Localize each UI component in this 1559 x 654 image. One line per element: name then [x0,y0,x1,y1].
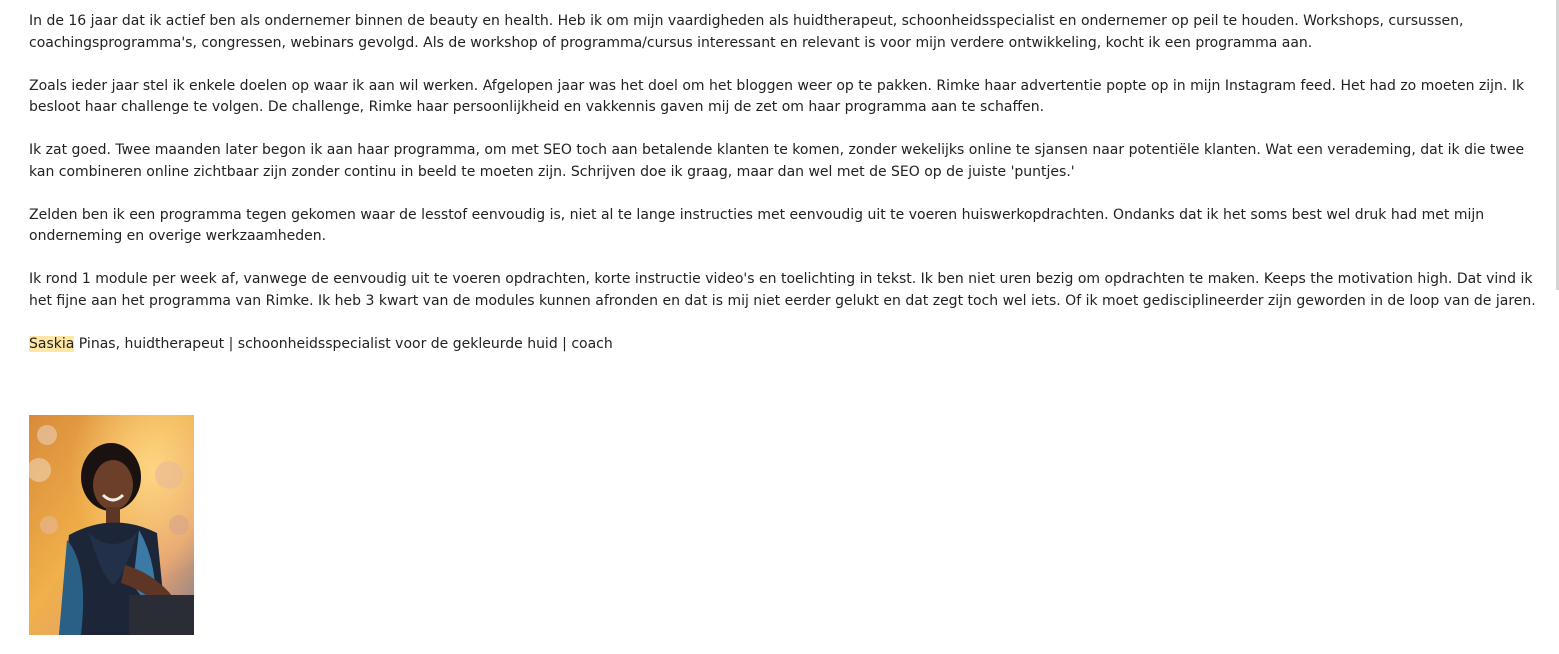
highlighted-name: Saskia [29,335,75,352]
paragraph-3: Ik zat goed. Twee maanden later begon ik aan haar programma, om met SEO toch aan betalende klanten te komen, zonder wekelijks online te sjansen naar potentiële klanten. Wat een verademing, dat ik die twee kan combineren online zichtbaar zijn zonder continu in beeld te moeten zijn. Schrijven doe ik graag, maar dan wel met de SEO op de juiste 'puntjes.' [29,142,1525,180]
signature-line [29,334,1541,356]
signature-rest: Pinas, huidtherapeut | schoonheidsspecialist voor de gekleurde huid | coach [74,335,613,352]
portrait-photo [29,415,194,635]
paragraph-2: Zoals ieder jaar stel ik enkele doelen op waar ik aan wil werken. Afgelopen jaar was het doel om het bloggen weer op te pakken. Rimke haar advertentie popte op in mijn Instagram feed. Het had zo moeten zijn. Ik besloot haar challenge te volgen. De challenge, Rimke haar persoonlijkheid en vakkennis gaven mij de zet om haar programma aan te schaffen. [29,77,1525,115]
paragraph-5: Ik rond 1 module per week af, vanwege de eenvoudig uit te voeren opdrachten, korte instructie video's en toelichting in tekst. Ik ben niet uren bezig om opdrachten te maken. Keeps the motivation high. Dat vind ik het fijne aan het programma van Rimke. Ik heb 3 kwart van de modules kunnen afronden en dat is mij niet eerder gelukt en dat zegt toch wel iets. Of ik moet gedisciplineerder zijn geworden in de loop van de jaren. [29,271,1536,309]
paragraph-1: In de 16 jaar dat ik actief ben als ondernemer binnen de beauty en health. Heb ik om mijn vaardigheden als huidtherapeut, schoonheidsspecialist en ondernemer op peil te houden. Workshops, cursussen, coachingsprogramma's, congressen, webinars gevolgd. Als de workshop of programma/cursus interessant en relevant is voor mijn verdere ontwikkeling, kocht ik een programma aan. [29,13,1464,51]
testimonial-text [29,11,1541,377]
paragraph-4: Zelden ben ik een programma tegen gekomen waar de lesstof eenvoudig is, niet al te lange instructies met eenvoudig uit te voeren huiswerkopdrachten. Ondanks dat ik het soms best wel druk had met mijn onderneming en overige werkzaamheden. [29,206,1485,244]
